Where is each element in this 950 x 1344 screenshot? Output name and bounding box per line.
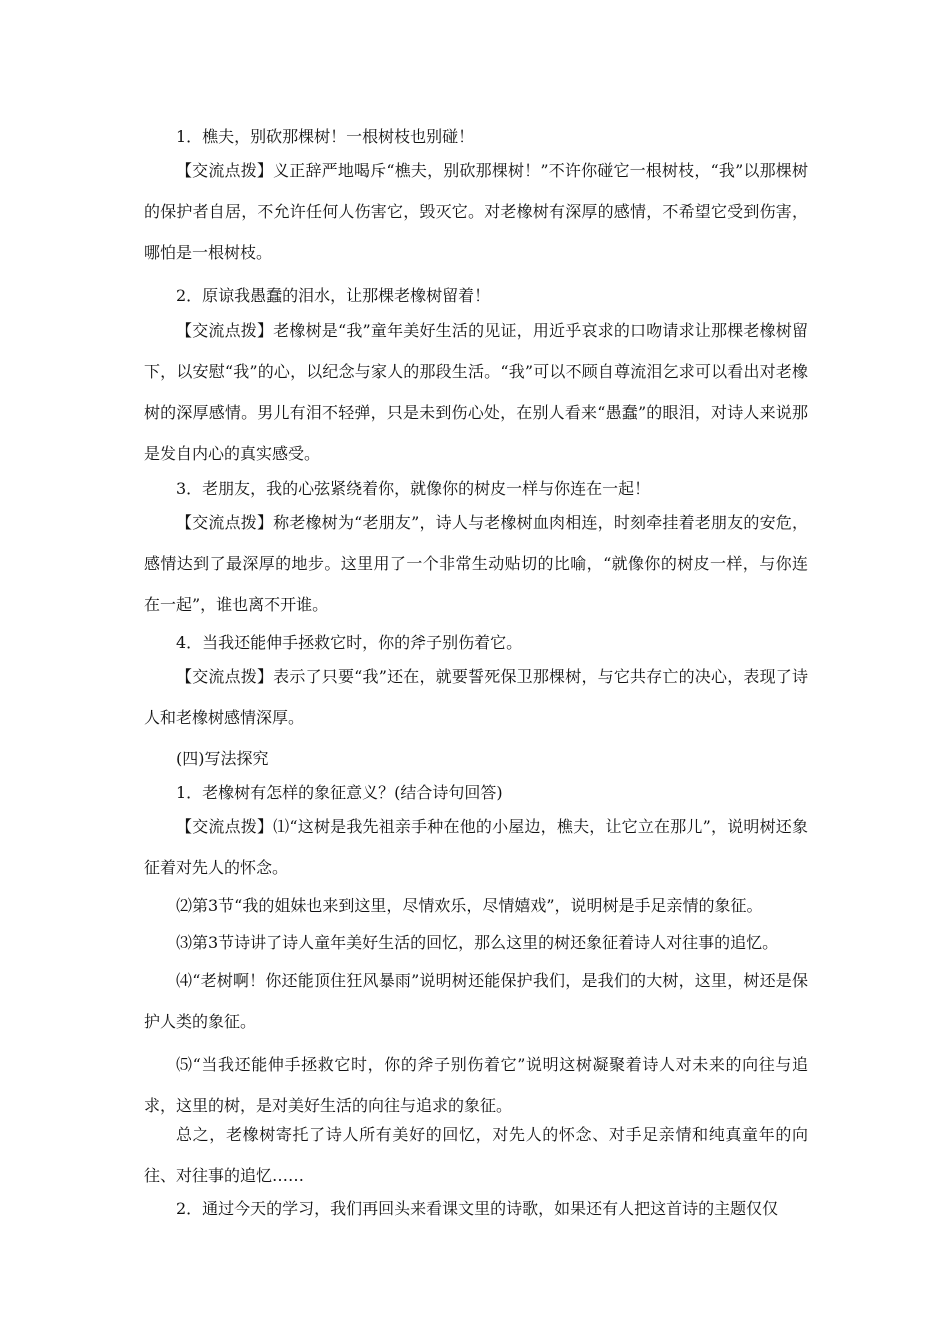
- summary-paragraph: 总之，老橡树寄托了诗人所有美好的回忆，对先人的怀念、对手足亲情和纯真童年的向往、对往事的追忆……: [144, 1125, 808, 1185]
- discussion-note-1: 【交流点拨】义正辞严地喝斥“樵夫，别砍那棵树！”不许你碰它一根树枝，“我”以那棵树的保护者自居，不允许任何人伤害它，毁灭它。对老橡树有深厚的感情，不希望它受到伤害，哪怕是一根树枝。: [144, 161, 808, 262]
- question-3: 3．老朋友，我的心弦紧绕着你，就像你的树皮一样与你连在一起！: [176, 479, 651, 498]
- discussion-note-5: 【交流点拨】⑴“这树是我先祖亲手种在他的小屋边，樵夫，让它立在那儿”，说明树还象征着对先人的怀念。: [144, 817, 808, 877]
- discussion-note-4: 【交流点拨】表示了只要“我”还在，就要誓死保卫那棵树，与它共存亡的决心，表现了诗人和老橡树感情深厚。: [144, 667, 808, 727]
- question-4: 4．当我还能伸手拯救它时，你的斧子别伤着它。: [176, 633, 523, 652]
- question-2: 2．原谅我愚蠢的泪水，让那棵老橡树留着！: [176, 286, 491, 305]
- point-3: ⑶第3节诗讲了诗人童年美好生活的回忆，那么这里的树还象征着诗人对往事的追忆。: [176, 933, 779, 952]
- point-5: ⑸“当我还能伸手拯救它时，你的斧子别伤着它”说明这树凝聚着诗人对未来的向往与追求，这里的树，是对美好生活的向往与追求的象征。: [144, 1055, 808, 1115]
- writing-question-2: 2．通过今天的学习，我们再回头来看课文里的诗歌，如果还有人把这首诗的主题仅仅: [176, 1199, 779, 1218]
- discussion-note-3: 【交流点拨】称老橡树为“老朋友”，诗人与老橡树血肉相连，时刻牵挂着老朋友的安危，感情达到了最深厚的地步。这里用了一个非常生动贴切的比喻，“就像你的树皮一样，与你连在一起”，谁也离不开谁。: [144, 513, 808, 614]
- writing-question-1: 1．老橡树有怎样的象征意义？(结合诗句回答): [176, 783, 503, 802]
- section-heading: (四)写法探究: [176, 749, 269, 768]
- discussion-note-2: 【交流点拨】老橡树是“我”童年美好生活的见证，用近乎哀求的口吻请求让那棵老橡树留下，以安慰“我”的心，以纪念与家人的那段生活。“我”可以不顾自尊流泪乞求可以看出对老橡树的深厚感情。男儿有泪不轻弹，只是未到伤心处，在别人看来“愚蠢”的眼泪，对诗人来说那是发自内心的真实感受。: [144, 321, 808, 463]
- question-1: 1．樵夫，别砍那棵树！一根树枝也别碰！: [176, 127, 475, 146]
- point-2: ⑵第3节“我的姐妹也来到这里，尽情欢乐，尽情嬉戏”，说明树是手足亲情的象征。: [176, 896, 763, 915]
- point-4: ⑷“老树啊！你还能顶住狂风暴雨”说明树还能保护我们，是我们的大树，这里，树还是保护人类的象征。: [144, 971, 808, 1031]
